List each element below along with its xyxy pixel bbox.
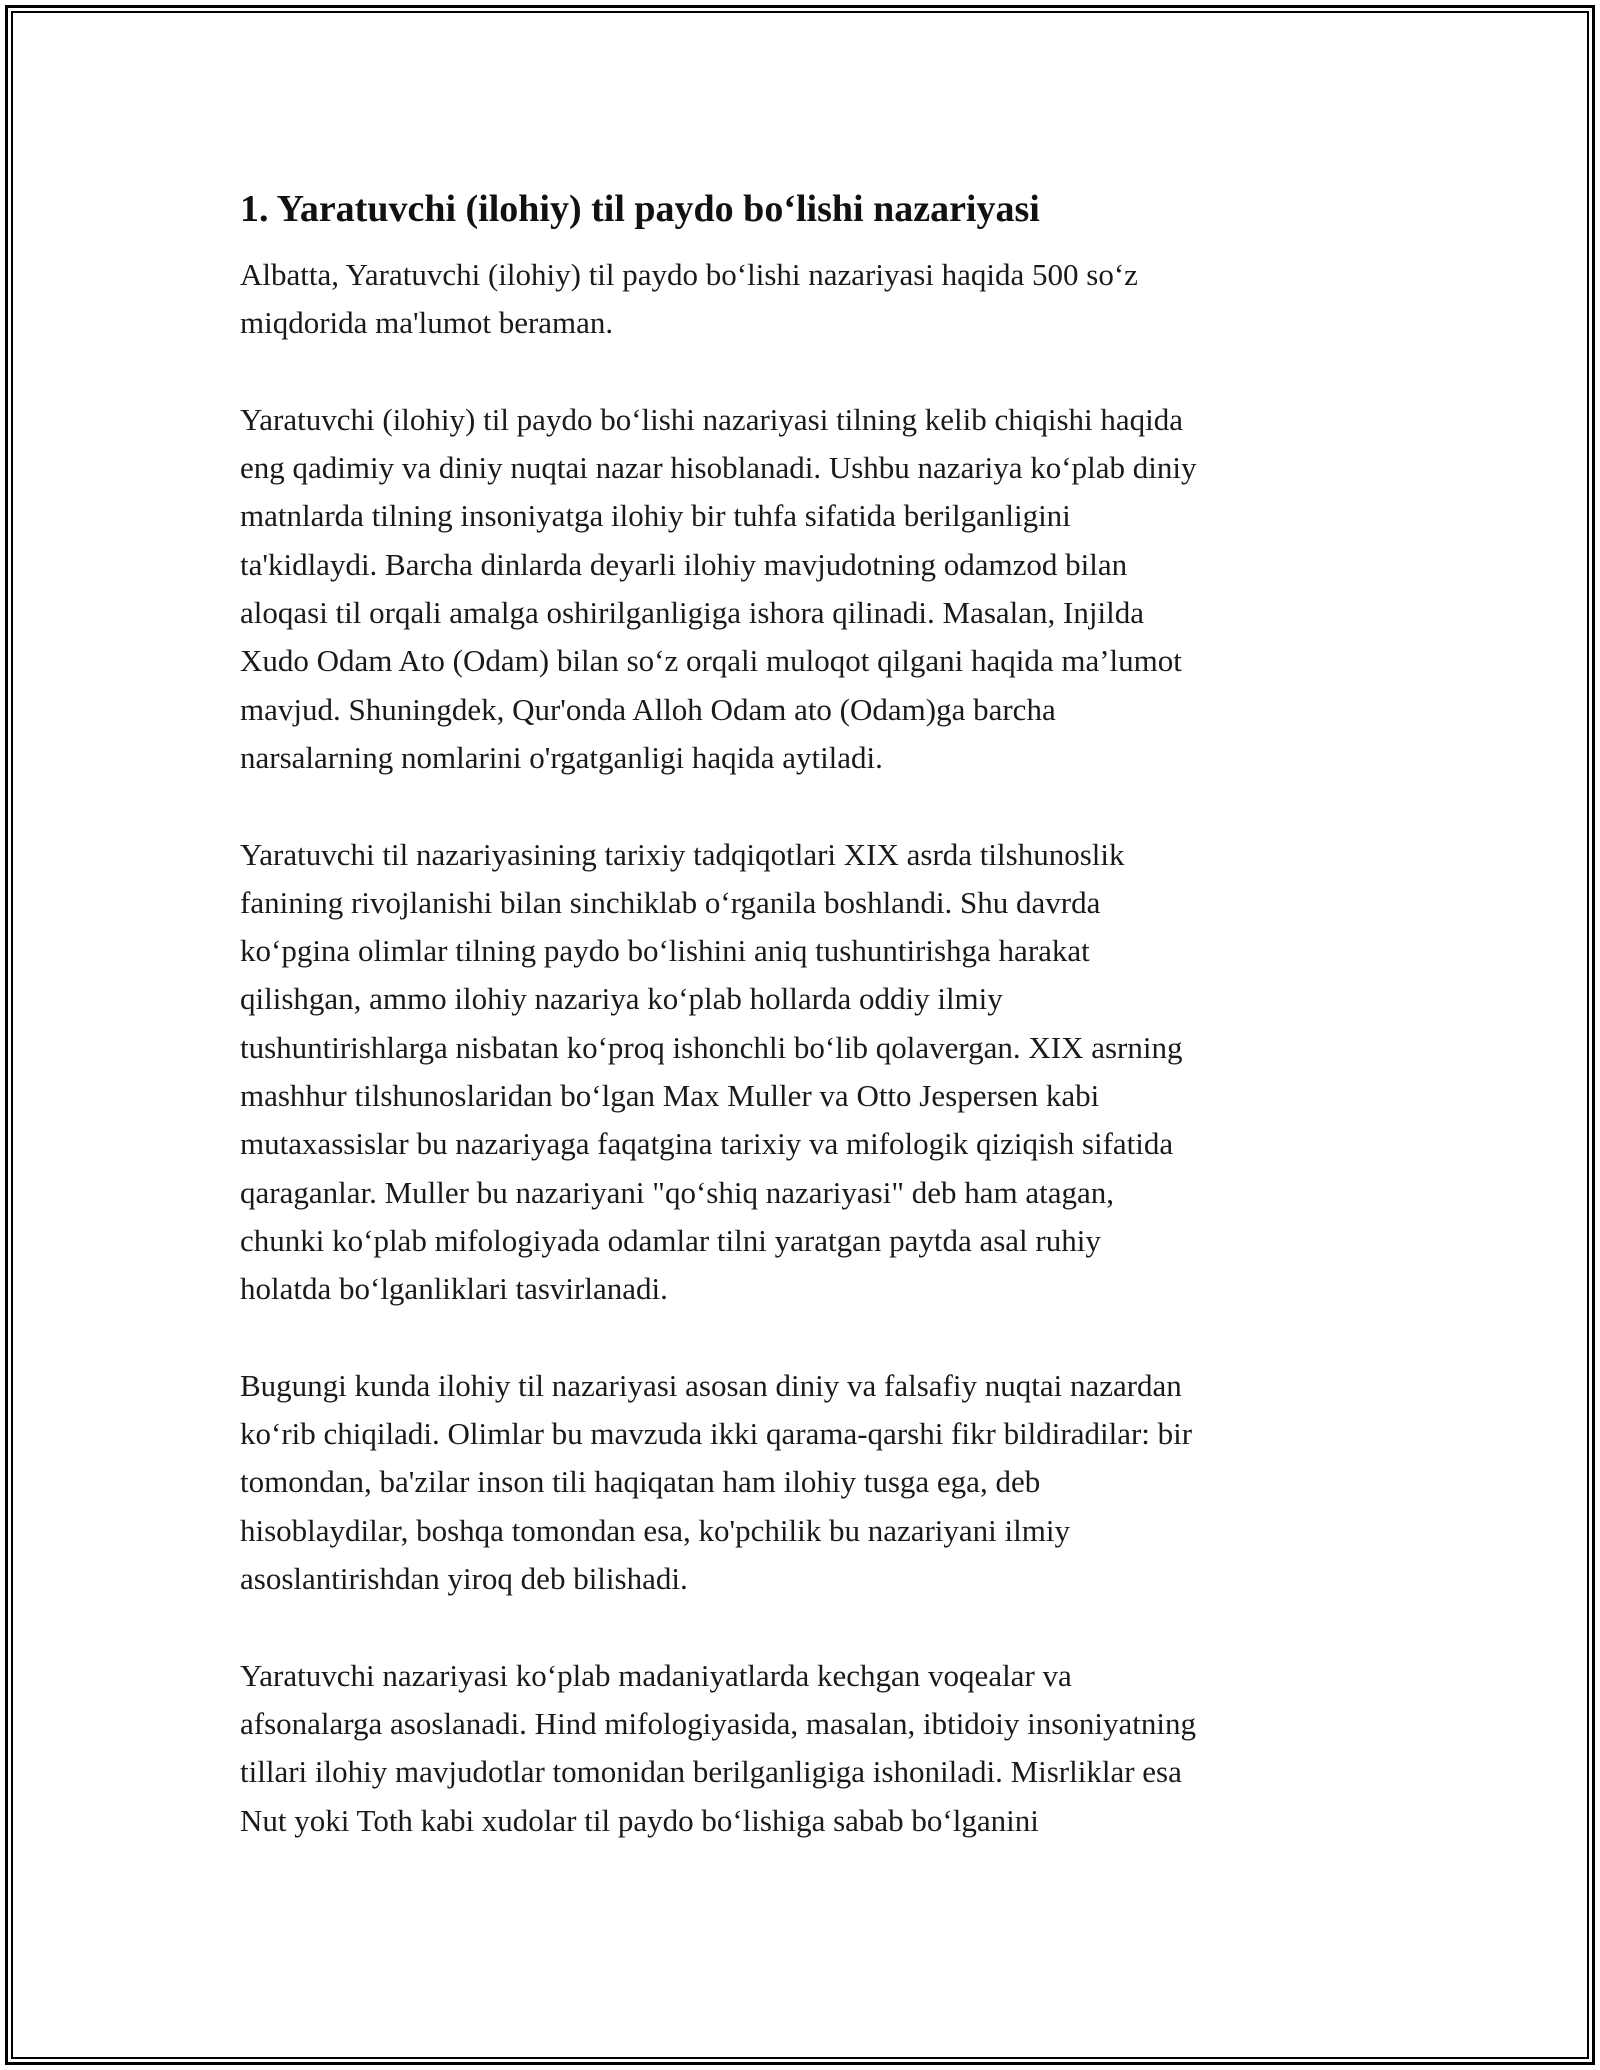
text-line: aloqasi til orqali amalga oshirilganligiga ishora qilinadi. Masalan, Injilda	[240, 595, 1144, 631]
paragraphs-container	[240, 251, 1420, 1845]
page-border-inner	[11, 11, 1589, 2059]
page-border-outer	[5, 5, 1595, 2065]
text-line: ta'kidlaydi. Barcha dinlarda deyarli ilohiy mavjudotning odamzod bilan	[240, 546, 1128, 582]
text-line: eng qadimiy va diniy nuqtai nazar hisoblanadi. Ushbu nazariya koʻplab diniy	[240, 450, 1197, 486]
paragraph	[240, 1652, 1420, 1845]
text-line: Yaratuvchi (ilohiy) til paydo boʻlishi nazariyasi tilning kelib chiqishi haqida	[240, 401, 1184, 437]
text-line: asoslantirishdan yiroq deb bilishadi.	[240, 1561, 688, 1597]
text-line: holatda boʻlganliklari tasvirlanadi.	[240, 1271, 668, 1307]
text-line: mutaxassislar bu nazariyaga faqatgina tarixiy va mifologik qiziqish sifatida	[240, 1126, 1174, 1162]
text-line: tomondan, ba'zilar inson tili haqiqatan ham ilohiy tusga ega, deb	[240, 1464, 1041, 1500]
text-line: hisoblaydilar, boshqa tomondan esa, ko'pchilik bu nazariyani ilmiy	[240, 1512, 1070, 1548]
text-line: mashhur tilshunoslaridan boʻlgan Max Muller va Otto Jespersen kabi	[240, 1078, 1100, 1114]
text-line: koʻrib chiqiladi. Olimlar bu mavzuda ikki qarama-qarshi fikr bildiradilar: bir	[240, 1416, 1193, 1452]
paragraph	[240, 831, 1420, 1314]
text-line: tushuntirishlarga nisbatan koʻproq ishonchli boʻlib qolavergan. XIX asrning	[240, 1029, 1183, 1065]
text-line: Albatta, Yaratuvchi (ilohiy) til paydo boʻlishi nazariyasi haqida 500 soʻz	[240, 257, 1138, 292]
text-line: fanining rivojlanishi bilan sinchiklab oʻrganila boshlandi. Shu davrda	[240, 884, 1101, 920]
text-line: Bugungi kunda ilohiy til nazariyasi asosan diniy va falsafiy nuqtai nazardan	[240, 1367, 1182, 1403]
paragraph	[240, 1362, 1420, 1603]
text-line: Xudo Odam Ato (Odam) bilan soʻz orqali muloqot qilgani haqida ma’lumot	[240, 643, 1182, 679]
text-line: miqdorida ma'lumot beraman.	[240, 305, 614, 341]
text-line: matnlarda tilning insoniyatga ilohiy bir tuhfa sifatida berilganligini	[240, 498, 1071, 534]
text-line: Yaratuvchi til nazariyasining tarixiy tadqiqotlari XIX asrda tilshunoslik	[240, 836, 1125, 872]
section-heading: 1. Yaratuvchi (ilohiy) til paydo boʻlishi nazariyasi	[240, 188, 1040, 230]
text-line: Yaratuvchi nazariyasi koʻplab madaniyatlarda kechgan voqealar va	[240, 1657, 1072, 1693]
text-line: koʻpgina olimlar tilning paydo boʻlishini aniq tushuntirishga harakat	[240, 933, 1090, 969]
text-line: Nut yoki Toth kabi xudolar til paydo boʻlishiga sabab boʻlganini	[240, 1802, 1039, 1838]
document-body	[240, 185, 1420, 1893]
text-line: tillari ilohiy mavjudotlar tomonidan berilganligiga ishoniladi. Misrliklar esa	[240, 1754, 1182, 1790]
text-line: chunki koʻplab mifologiyada odamlar tilni yaratgan paytda asal ruhiy	[240, 1222, 1101, 1258]
paragraph	[240, 251, 1420, 348]
text-line: qaraganlar. Muller bu nazariyani "qoʻshiq nazariyasi" deb ham atagan,	[240, 1174, 1115, 1210]
text-line: mavjud. Shuningdek, Qur'onda Alloh Odam ato (Odam)ga barcha	[240, 691, 1056, 727]
text-line: afsonalarga asoslanadi. Hind mifologiyasida, masalan, ibtidoiy insoniyatning	[240, 1705, 1196, 1741]
text-line: narsalarning nomlarini o'rgatganligi haqida aytiladi.	[240, 739, 883, 775]
text-line: qilishgan, ammo ilohiy nazariya koʻplab hollarda oddiy ilmiy	[240, 981, 1003, 1017]
paragraph	[240, 396, 1420, 782]
